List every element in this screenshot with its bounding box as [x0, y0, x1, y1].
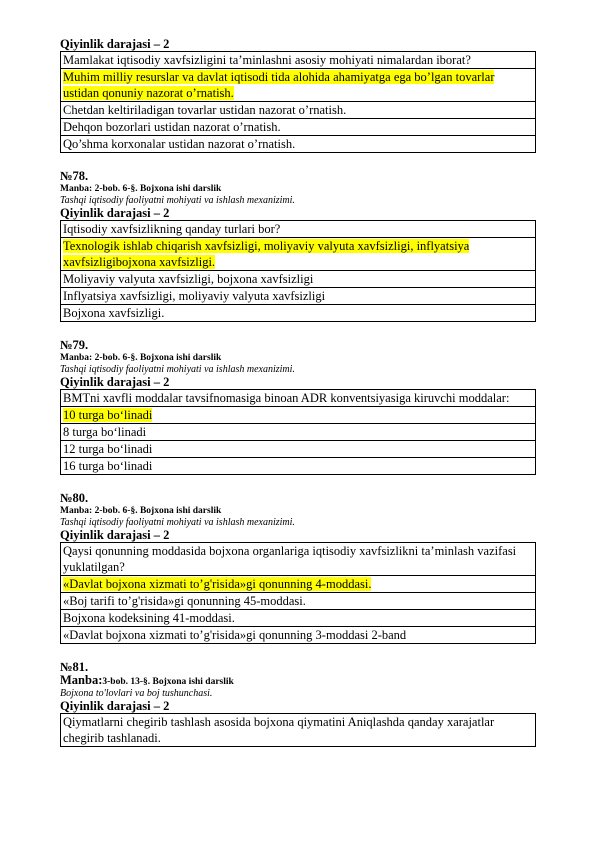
question-table [60, 542, 536, 644]
question-text: Iqtisodiy xavfsizlikning qanday turlari bor? [61, 221, 536, 238]
answer-option-row[interactable] [61, 627, 536, 644]
question-row [61, 714, 536, 747]
question-text: Qaysi qonunning moddasida bojxona organlariga iqtisodiy xavfsizlikni ta’minlash vazifasi yuklatilgan? [61, 543, 536, 576]
question-text: Qiymatlarni chegirib tashlash asosida bojxona qiymatini Aniqlashda qanday xarajatlar chegirib tashlanadi. [61, 714, 536, 747]
question-number: №81. [60, 660, 89, 674]
answer-option: Dehqon bozorlari ustidan nazorat o’rnatish. [61, 119, 536, 136]
source-text: 2-bob. 6-§. Bojxona ishi darslik [92, 506, 222, 516]
answer-option-row[interactable] [61, 288, 536, 305]
difficulty-level: Qiyinlik darajasi – 2 [60, 699, 170, 713]
correct-answer-row[interactable] [61, 576, 536, 593]
question-table [60, 220, 536, 322]
source-line [60, 674, 536, 688]
answer-option-row[interactable] [61, 424, 536, 441]
question-block-78 [60, 169, 536, 322]
correct-answer-row[interactable] [61, 407, 536, 424]
source-text: 2-bob. 6-§. Bojxona ishi darslik [92, 353, 222, 363]
answer-option: Bojxona xavfsizligi. [61, 305, 536, 322]
question-row [61, 390, 536, 407]
answer-option: 8 turga bo‘linadi [61, 424, 536, 441]
answer-option: «Davlat bojxona xizmati to’g'risida»gi qonunning 3-moddasi 2-band [61, 627, 536, 644]
answer-option-row[interactable] [61, 305, 536, 322]
answer-option: 16 turga bo‘linadi [61, 458, 536, 475]
question-number: №80. [60, 491, 89, 505]
answer-option-row[interactable] [61, 610, 536, 627]
source-label: Manba: [60, 673, 103, 687]
answer-option: Inflyatsiya xavfsizligi, moliyaviy valyuta xavfsizligi [61, 288, 536, 305]
correct-answer-row[interactable] [61, 69, 536, 102]
question-table [60, 713, 536, 747]
question-number: №79. [60, 338, 89, 352]
source-label: Manba: [60, 184, 93, 194]
source-label: Manba: [60, 506, 93, 516]
source-line [60, 183, 536, 195]
question-block-81 [60, 660, 536, 747]
question-block-77 [60, 38, 536, 153]
source-text: 2-bob. 6-§. Bojxona ishi darslik [92, 184, 222, 194]
correct-answer-row[interactable] [61, 238, 536, 271]
answer-option-row[interactable] [61, 136, 536, 153]
correct-answer: 10 turga bo‘linadi [63, 408, 153, 422]
question-row [61, 221, 536, 238]
source-line [60, 505, 536, 517]
question-row [61, 52, 536, 69]
answer-option-row[interactable] [61, 271, 536, 288]
correct-answer: Muhim milliy resurslar va davlat iqtisodi tida alohida ahamiyatga ega bo’lgan tovarlar ustidan qonuniy nazorat o’rnatish. [63, 70, 495, 100]
topic-line: Bojxona to'lovlari va boj tushunchasi. [60, 688, 213, 699]
source-text: 3-bob. 13-§. Bojxona ishi darslik [102, 677, 234, 687]
topic-line: Tashqi iqtisodiy faoliyatni mohiyati va ishlash mexanizimi. [60, 195, 295, 206]
difficulty-level: Qiyinlik darajasi – 2 [60, 528, 170, 542]
question-text: BMTni xavfli moddalar tavsifnomasiga binoan ADR konventsiyasiga kiruvchi moddalar: [61, 390, 536, 407]
answer-option-row[interactable] [61, 458, 536, 475]
question-number: №78. [60, 169, 89, 183]
question-row [61, 543, 536, 576]
correct-answer: Texnologik ishlab chiqarish xavfsizligi, moliyaviy valyuta xavfsizligi, inflyatsiya xavfsizligibojxona xavfsizligi. [63, 239, 470, 269]
answer-option: «Boj tarifi to’g'risida»gi qonunning 45-moddasi. [61, 593, 536, 610]
source-line [60, 352, 536, 364]
topic-line: Tashqi iqtisodiy faoliyatni mohiyati va ishlash mexanizimi. [60, 517, 295, 528]
answer-option: Chetdan keltiriladigan tovarlar ustidan nazorat o’rnatish. [61, 102, 536, 119]
question-text: Mamlakat iqtisodiy xavfsizligini ta’minlashni asosiy mohiyati nimalardan iborat? [61, 52, 536, 69]
answer-option-row[interactable] [61, 593, 536, 610]
question-table [60, 51, 536, 153]
answer-option-row[interactable] [61, 441, 536, 458]
answer-option: Qo’shma korxonalar ustidan nazorat o’rnatish. [61, 136, 536, 153]
difficulty-level: Qiyinlik darajasi – 2 [60, 206, 170, 220]
source-label: Manba: [60, 353, 93, 363]
answer-option: Moliyaviy valyuta xavfsizligi, bojxona xavfsizligi [61, 271, 536, 288]
topic-line: Tashqi iqtisodiy faoliyatni mohiyati va ishlash mexanizimi. [60, 364, 295, 375]
difficulty-level: Qiyinlik darajasi – 2 [60, 37, 170, 51]
difficulty-level: Qiyinlik darajasi – 2 [60, 375, 170, 389]
question-block-80 [60, 491, 536, 644]
question-table [60, 389, 536, 475]
answer-option-row[interactable] [61, 102, 536, 119]
answer-option: Bojxona kodeksining 41-moddasi. [61, 610, 536, 627]
correct-answer: «Davlat bojxona xizmati to’g'risida»gi qonunning 4-moddasi. [63, 577, 372, 591]
test-page [60, 38, 536, 747]
question-block-79 [60, 338, 536, 475]
answer-option: 12 turga bo‘linadi [61, 441, 536, 458]
answer-option-row[interactable] [61, 119, 536, 136]
